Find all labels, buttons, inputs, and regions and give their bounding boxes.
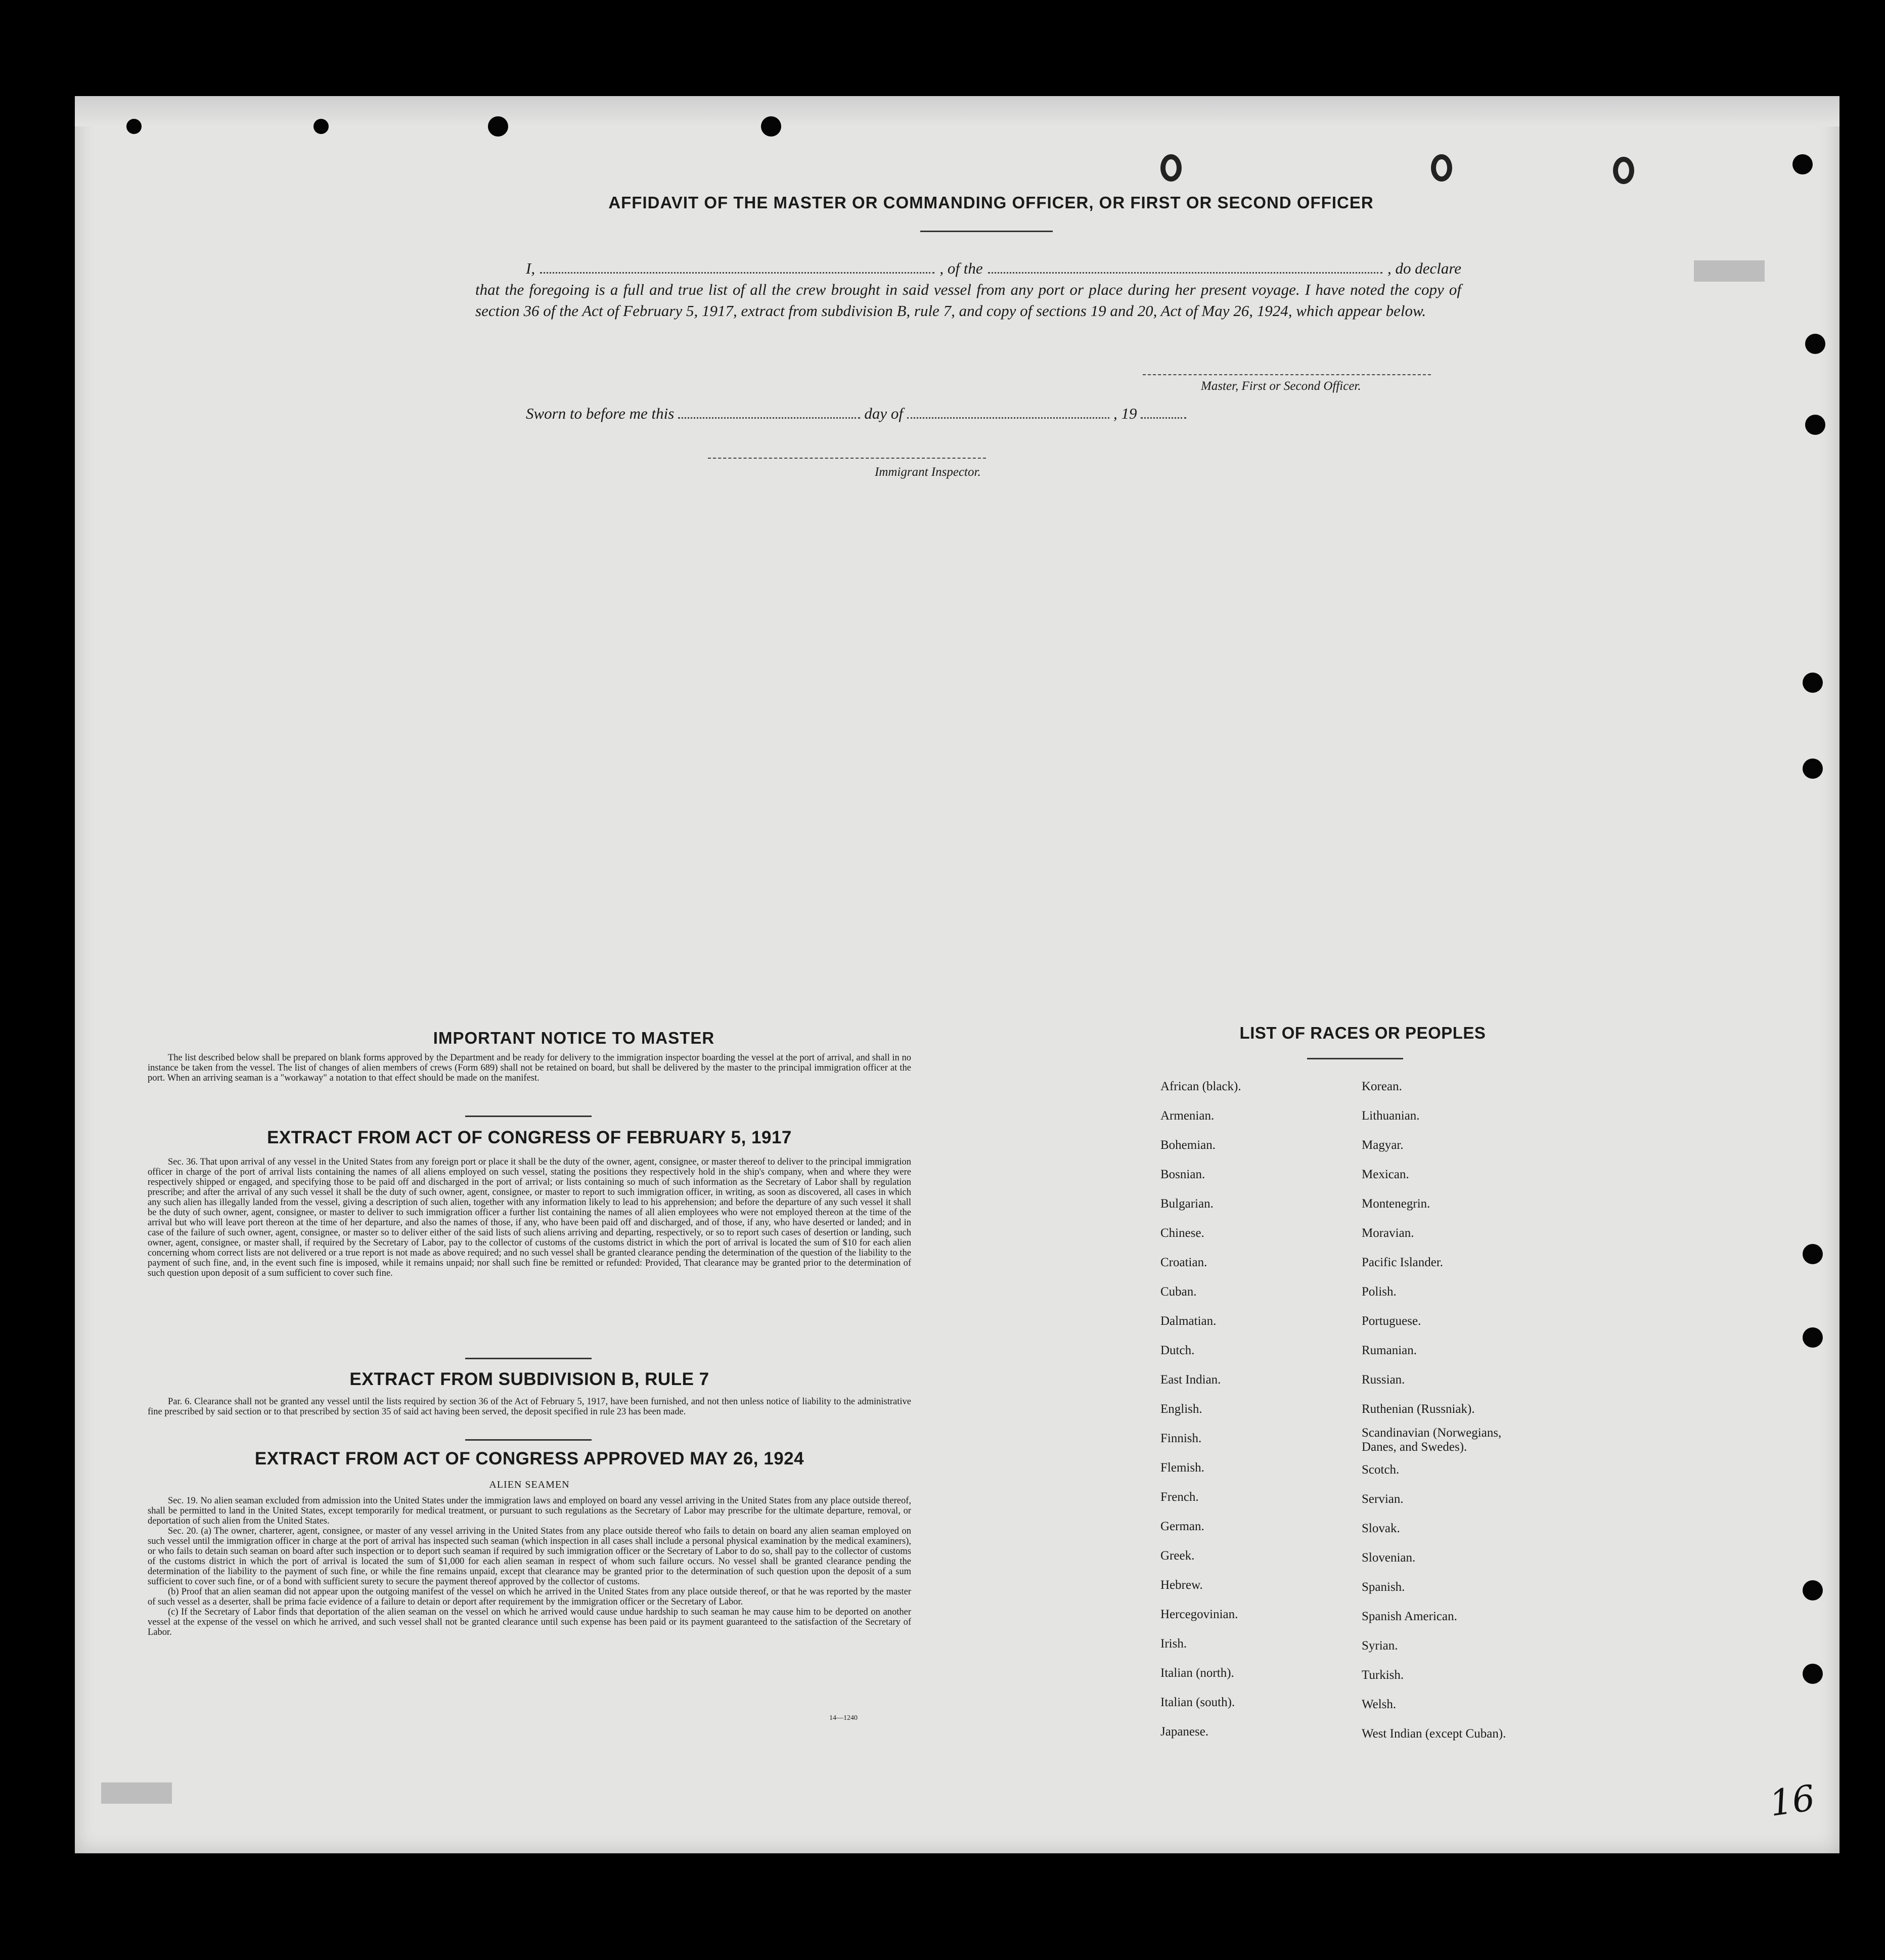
divider <box>1307 1058 1403 1059</box>
master-name-field[interactable] <box>540 259 934 274</box>
punch-hole <box>1431 154 1452 182</box>
punch-hole <box>761 116 781 137</box>
race-item: Scandinavian (Norwegians, Danes, and Swedes). <box>1362 1426 1502 1454</box>
race-item: African (black). <box>1160 1080 1241 1093</box>
race-item: Servian. <box>1362 1492 1404 1506</box>
master-signature-line[interactable] <box>1143 374 1431 375</box>
punch-hole <box>1803 1327 1823 1348</box>
extract-1924-paragraph: Sec. 19. No alien seaman excluded from admission into the United States under the immigration laws and employed on board any vessel arriving in the United States from any place outside thereof, shall be permitted to land in the United States, except temporarily for medical treatment, or pursuant to such regulations as the Secretary of Labor may prescribe for the ultimate departure, removal, or deportation of such alien from the United States. <box>148 1496 911 1526</box>
punch-hole <box>1805 415 1825 435</box>
race-item: Croatian. <box>1160 1256 1207 1269</box>
race-item: Magyar. <box>1362 1138 1404 1152</box>
race-item: Moravian. <box>1362 1226 1414 1240</box>
races-left-column <box>1160 1072 1241 1747</box>
race-item: Irish. <box>1160 1637 1187 1651</box>
sworn-year-field[interactable] <box>1141 417 1186 419</box>
race-item: Finnish. <box>1160 1432 1202 1445</box>
divider <box>465 1439 592 1441</box>
divider <box>920 231 1053 232</box>
race-item: Russian. <box>1362 1373 1405 1387</box>
extract-1924-paragraph: Sec. 20. (a) The owner, charterer, agent, consignee, or master of any vessel arriving in the United States from any place outside thereof who fails to detain on board any alien seaman employed on such vessel until the immigration officer in charge at the port of arrival has inspected such seaman (which inspection in all cases shall include a personal physical examination by the medical examiners), or who fails to detain such seaman on board after such inspection or to deport such seaman if required by such immigration officer or the Secretary of Labor to do so, shall pay to the collector of customs of the customs district in which the port of arrival is located the sum of $1,000 for each alien seaman in respect of whom such failure occurs. No vessel shall be granted clearance pending the determination of the liability to the payment of such fine, or while the fine remains unpaid, except that clearance may be granted prior to the determination of such question upon the deposit of a sum sufficient to cover such fine, or of a bond with sufficient surety to secure the payment thereof approved by the collector of customs. <box>148 1526 911 1587</box>
race-item: Lithuanian. <box>1362 1109 1420 1123</box>
race-item: Dutch. <box>1160 1344 1195 1357</box>
affidavit-body <box>475 258 1461 322</box>
extract-rule7-title: EXTRACT FROM SUBDIVISION B, RULE 7 <box>349 1369 709 1389</box>
race-item: Armenian. <box>1160 1109 1215 1123</box>
affidavit-of-the-label: , of the <box>939 259 983 277</box>
race-item: Ruthenian (Russniak). <box>1362 1402 1475 1416</box>
affidavit-declaration-line <box>475 258 1461 279</box>
race-item: Italian (north). <box>1160 1666 1234 1680</box>
inspector-label: Immigrant Inspector. <box>875 465 981 479</box>
affidavit-text: that the foregoing is a full and true list of all the crew brought in said vessel from any port or place during her present voyage. I have noted the copy of section 36 of the Act of February 5, 1917, extract from subdivision B, rule 7, and copy of sections 19 and 20, Act of May 26, 1924, which appear below. <box>475 281 1461 320</box>
race-item: Slovenian. <box>1362 1551 1416 1565</box>
extract-rule7-text <box>148 1397 911 1417</box>
punch-hole <box>488 116 508 137</box>
punch-hole <box>1613 157 1634 184</box>
extract-1917-text <box>148 1157 911 1278</box>
affidavit-i-label: I, <box>526 259 535 277</box>
race-item: Rumanian. <box>1362 1344 1417 1357</box>
race-item: Dalmatian. <box>1160 1314 1217 1328</box>
punch-hole <box>1803 673 1823 693</box>
race-item: Portuguese. <box>1362 1314 1421 1328</box>
extract-1917-paragraph: Sec. 36. That upon arrival of any vessel in the United States from any foreign port or place it shall be the duty of the owner, agent, consignee, or master thereof to deliver to the principal immigration officer in charge of the port of arrival lists containing the names of all aliens employed on such vessel, stating the positions they respectively hold in the ship's company, when and where they were respectively shipped or engaged, and specifying those to be paid off and discharged in the port of arrival; or lists containing so much of such information as the Secretary of Labor shall by regulation prescribe; and after the arrival of any such vessel it shall be the duty of such owner, agent, consignee, or master to report to such immigration officer, in writing, as soon as discovered, all cases in which any such alien has illegally landed from the vessel, giving a description of such alien, together with any information likely to lead to his apprehension; and before the departure of any such vessel it shall be the duty of such owner, agent, consignee, or master to deliver to such immigration officer a further list containing the names of all alien employees who were not employed thereon at the time of the arrival but who will leave port thereon at the time of her departure, and also the names of those, if any, who have been paid off and discharged, and of those, if any, who have deserted or landed; and in case of the failure of such owner, agent, consignee, or master so to deliver either of the said lists of such aliens arriving and departing, respectively, or so to report such cases of desertion or landing, such owner, agent, consignee, or master shall, if required by the Secretary of Labor, pay to the collector of customs of the customs district in which the port of arrival is located the sum of $10 for each alien concerning whom correct lists are not delivered or a true report is not made as above required; and no such vessel shall be granted clearance pending the determination of the question of the liability to the payment of such fine, and, in the event such fine is imposed, while it remains unpaid; nor shall such fine be remitted or refunded: Provided, That clearance may be granted prior to the determination of such question upon deposit of a sum sufficient to cover such fine. <box>148 1157 911 1278</box>
race-item: Scotch. <box>1362 1463 1400 1477</box>
master-signature-label: Master, First or Second Officer. <box>1201 379 1361 393</box>
extract-1924-title: EXTRACT FROM ACT OF CONGRESS APPROVED MAY 26, 1924 <box>254 1449 804 1468</box>
extract-1924-paragraph: (c) If the Secretary of Labor finds that deportation of the alien seaman on the vessel on which he arrived would cause undue hardship to such seaman he may cause him to be deported on another vessel at the expense of the vessel on which he arrived, and such vessel shall not be granted clearance until such expense has been paid or its payment guaranteed to the satisfaction of the Secretary of Labor. <box>148 1607 911 1637</box>
handwritten-page-number: 16 <box>1767 1777 1818 1824</box>
race-item: Spanish American. <box>1362 1610 1457 1623</box>
race-item: Polish. <box>1362 1285 1397 1299</box>
race-item: Hebrew. <box>1160 1578 1203 1592</box>
race-item: Japanese. <box>1160 1725 1209 1739</box>
race-item: Greek. <box>1160 1549 1195 1563</box>
extract-1924-text <box>148 1496 911 1637</box>
race-item: German. <box>1160 1520 1204 1533</box>
punch-hole <box>1803 759 1823 779</box>
sworn-line <box>526 405 1186 423</box>
notice-title: IMPORTANT NOTICE TO MASTER <box>433 1029 715 1047</box>
affidavit-do-declare-label: , do declare <box>1387 259 1462 277</box>
punch-hole <box>126 119 142 134</box>
notice-paragraph: The list described below shall be prepared on blank forms approved by the Department and be ready for delivery to the immigration inspector boarding the vessel at the port of arrival, and shall in no instance be taken from the vessel. The list of changes of alien members of crews (Form 689) shall not be retained on board, but shall be delivered by the master to the principal immigration officer at the port. When an arriving seaman is a "workaway" a notation to that effect should be made on the manifest. <box>148 1053 911 1083</box>
punch-hole <box>1160 154 1182 182</box>
race-item: Cuban. <box>1160 1285 1197 1299</box>
page-top-edge <box>75 96 1839 126</box>
extract-1924-paragraph: (b) Proof that an alien seaman did not appear upon the outgoing manifest of the vessel on which he arrived in the United States from any place outside thereof, or that he was reported by the master of such vessel as a deserter, shall be prima facie evidence of a failure to detain or deport after requirement by the immigration officer or the Secretary of Labor. <box>148 1587 911 1607</box>
affidavit-title: AFFIDAVIT OF THE MASTER OR COMMANDING OFFICER, OR FIRST OR SECOND OFFICER <box>608 193 1374 212</box>
vessel-name-field[interactable] <box>988 259 1382 274</box>
race-item: Bohemian. <box>1160 1138 1216 1152</box>
race-item: French. <box>1160 1490 1199 1504</box>
race-item: Korean. <box>1362 1080 1402 1093</box>
punch-hole <box>313 119 329 134</box>
race-item: Chinese. <box>1160 1226 1204 1240</box>
race-item: Pacific Islander. <box>1362 1256 1444 1269</box>
extract-1917-title: EXTRACT FROM ACT OF CONGRESS OF FEBRUARY 5, 1917 <box>267 1128 792 1147</box>
punch-hole <box>1803 1664 1823 1684</box>
form-number: 14—1240 <box>829 1714 858 1722</box>
race-item: Hercegovinian. <box>1160 1608 1238 1621</box>
punch-hole <box>1803 1580 1823 1600</box>
race-item: Welsh. <box>1362 1698 1397 1711</box>
inspector-signature-line[interactable] <box>708 458 986 459</box>
year-prefix-label: , 19 <box>1113 405 1137 422</box>
notice-text <box>148 1053 911 1083</box>
races-title: LIST OF RACES OR PEOPLES <box>1239 1023 1486 1042</box>
punch-hole <box>1805 334 1825 354</box>
bleed-through-mark: ▬ <box>101 1741 172 1819</box>
day-of-label: day of <box>864 405 903 422</box>
race-item: Bulgarian. <box>1160 1197 1214 1211</box>
divider <box>465 1358 592 1359</box>
race-item: West Indian (except Cuban). <box>1362 1727 1506 1741</box>
races-right-column <box>1362 1072 1534 1749</box>
sworn-month-field[interactable] <box>907 417 1109 419</box>
race-item: Bosnian. <box>1160 1168 1205 1181</box>
bleed-through-mark: ▬ <box>1694 219 1765 297</box>
sworn-label: Sworn to before me this <box>526 405 675 422</box>
race-item: Syrian. <box>1362 1639 1398 1653</box>
divider <box>465 1116 592 1117</box>
sworn-day-field[interactable] <box>678 417 860 419</box>
race-item: East Indian. <box>1160 1373 1221 1387</box>
race-item: Montenegrin. <box>1362 1197 1430 1211</box>
race-item: Spanish. <box>1362 1580 1405 1594</box>
extract-rule7-paragraph: Par. 6. Clearance shall not be granted any vessel until the lists required by section 36 of the Act of February 5, 1917, have been furnished, and not then unless notice of liability to the administrative fine prescribed by said section or to that prescribed by section 35 of said act having been served, the deposit specified in rule 23 has been made. <box>148 1397 911 1417</box>
race-item: Turkish. <box>1362 1668 1404 1682</box>
punch-hole <box>1792 154 1813 174</box>
race-item: Italian (south). <box>1160 1696 1235 1709</box>
race-item: Flemish. <box>1160 1461 1204 1475</box>
alien-seamen-subtitle: ALIEN SEAMEN <box>489 1479 570 1490</box>
race-item: Slovak. <box>1362 1522 1400 1535</box>
race-item: English. <box>1160 1402 1202 1416</box>
punch-hole <box>1803 1244 1823 1264</box>
race-item: Mexican. <box>1362 1168 1409 1181</box>
